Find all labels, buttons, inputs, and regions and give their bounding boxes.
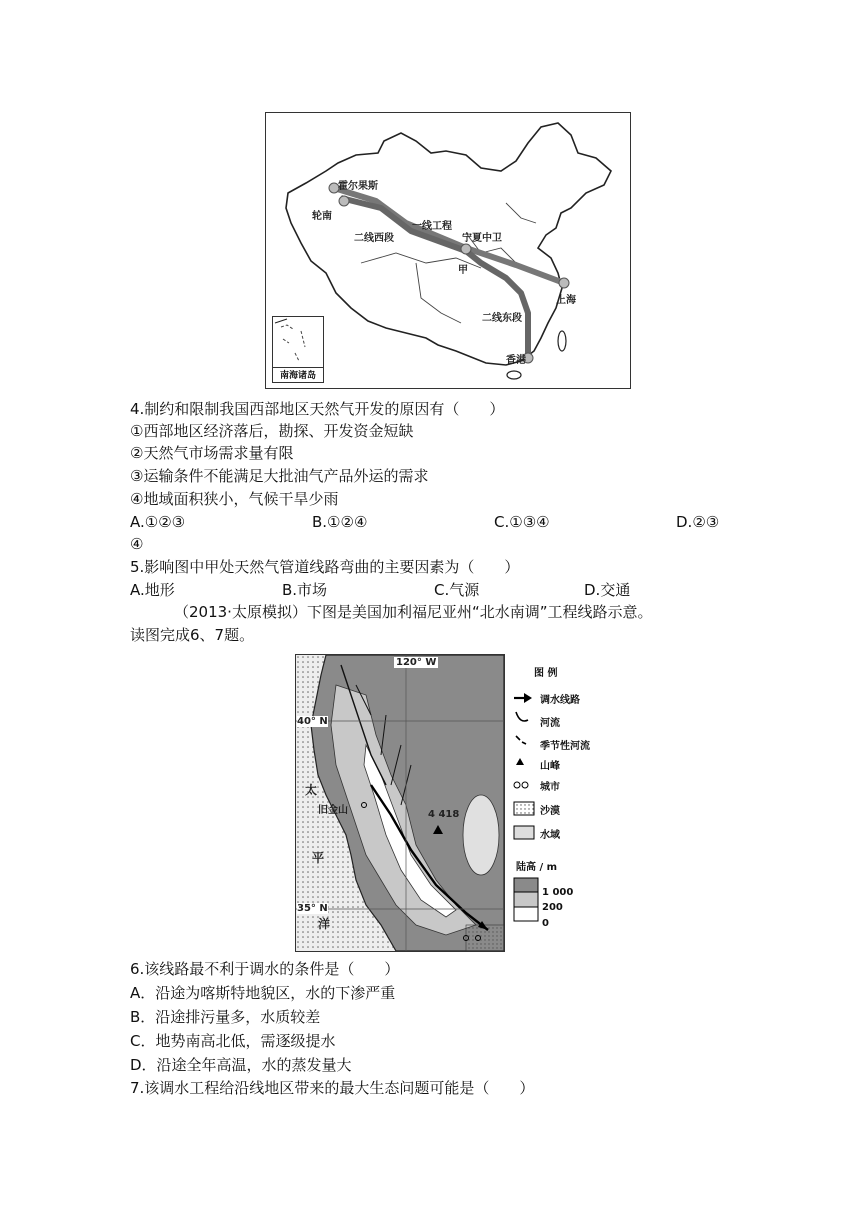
legend-route: 调水线路	[540, 695, 580, 706]
q4-option-c: C.①③④	[494, 513, 550, 531]
q4-option-d: D.②③	[676, 513, 720, 531]
legend-elev-title: 陆高 / m	[516, 862, 558, 873]
q4-item-4: ④地域面积狭小，气候干旱少雨	[130, 490, 339, 508]
q4-stem: 4.制约和限制我国西部地区天然气开发的原因有（ ）	[130, 400, 505, 418]
q6-stem: 6.该线路最不利于调水的条件是（ ）	[130, 960, 400, 978]
q6-option-d: D．沿途全年高温，水的蒸发量大	[130, 1056, 352, 1074]
q4-item-2: ②天然气市场需求量有限	[130, 444, 294, 462]
legend-seasonal: 季节性河流	[540, 741, 590, 752]
legend-city: 城市	[540, 782, 560, 793]
label-sea2: 平	[312, 851, 325, 865]
label-jia: 甲	[458, 265, 468, 276]
label-sea3: 洋	[318, 917, 331, 931]
label-hongkong: 香港	[506, 355, 526, 366]
legend-peak: 山峰	[540, 761, 560, 772]
legend-title: 图 例	[534, 668, 558, 679]
label-ningxia: 宁夏中卫	[462, 233, 502, 244]
legend-river: 河流	[540, 718, 560, 729]
node-shanghai	[559, 278, 569, 288]
map2-legend	[512, 664, 612, 944]
legend-desert: 沙漠	[540, 806, 560, 817]
label-peak: 4 418	[428, 809, 460, 820]
south-sea-inset	[272, 316, 324, 383]
intro-line-2: 读图完成6、7题。	[130, 626, 255, 644]
china-pipeline-map	[265, 112, 631, 389]
q6-option-a: A．沿途为喀斯特地貌区，水的下渗严重	[130, 984, 396, 1002]
label-lon: 120° W	[396, 657, 437, 668]
legend-water: 水域	[540, 830, 560, 841]
label-line1: 一线工程	[412, 221, 452, 232]
q4-option-a: A.①②③	[130, 513, 186, 531]
legend-peak-icon	[516, 758, 524, 765]
label-huoerguosi: 霍尔果斯	[338, 181, 378, 192]
label-city: 旧金山	[318, 805, 348, 816]
q4-item-3: ③运输条件不能满足大批油气产品外运的需求	[130, 467, 429, 485]
q5-option-a: A.地形	[130, 581, 175, 599]
label-lat40: 40° N	[297, 716, 328, 727]
legend-elev-1000: 1 000	[542, 887, 574, 898]
california-map	[295, 654, 505, 952]
south-sea-label: 南海诸岛	[273, 367, 323, 381]
label-sea1: 太	[305, 783, 318, 797]
q5-stem: 5.影响图中甲处天然气管道线路弯曲的主要因素为（ ）	[130, 558, 520, 576]
q6-option-b: B．沿途排污量多，水质较差	[130, 1008, 321, 1026]
label-shanghai: 上海	[556, 295, 576, 306]
q6-option-c: C．地势南高北低，需逐级提水	[130, 1032, 336, 1050]
node-lunnan	[339, 196, 349, 206]
label-lunnan: 轮南	[312, 211, 332, 222]
legend-elev-200: 200	[542, 902, 563, 913]
label-line2-west: 二线西段	[354, 233, 394, 244]
q4-item-1: ①西部地区经济落后，勘探、开发资金短缺	[130, 422, 414, 440]
node-ningxia	[461, 244, 471, 254]
legend-elev-0: 0	[542, 918, 549, 929]
q5-option-b: B.市场	[282, 581, 328, 599]
intro-line-1: （2013·太原模拟）下图是美国加利福尼亚州“北水南调”工程线路示意。	[174, 603, 653, 621]
q5-option-c: C.气源	[434, 581, 480, 599]
q4-option-b: B.①②④	[312, 513, 368, 531]
q7-stem: 7.该调水工程给沿线地区带来的最大生态问题可能是（ ）	[130, 1079, 535, 1097]
q5-option-d: D.交通	[584, 581, 631, 599]
q4-option-d-wrap: ④	[130, 535, 144, 553]
label-line2-east: 二线东段	[482, 313, 522, 324]
label-lat35: 35° N	[297, 903, 328, 914]
